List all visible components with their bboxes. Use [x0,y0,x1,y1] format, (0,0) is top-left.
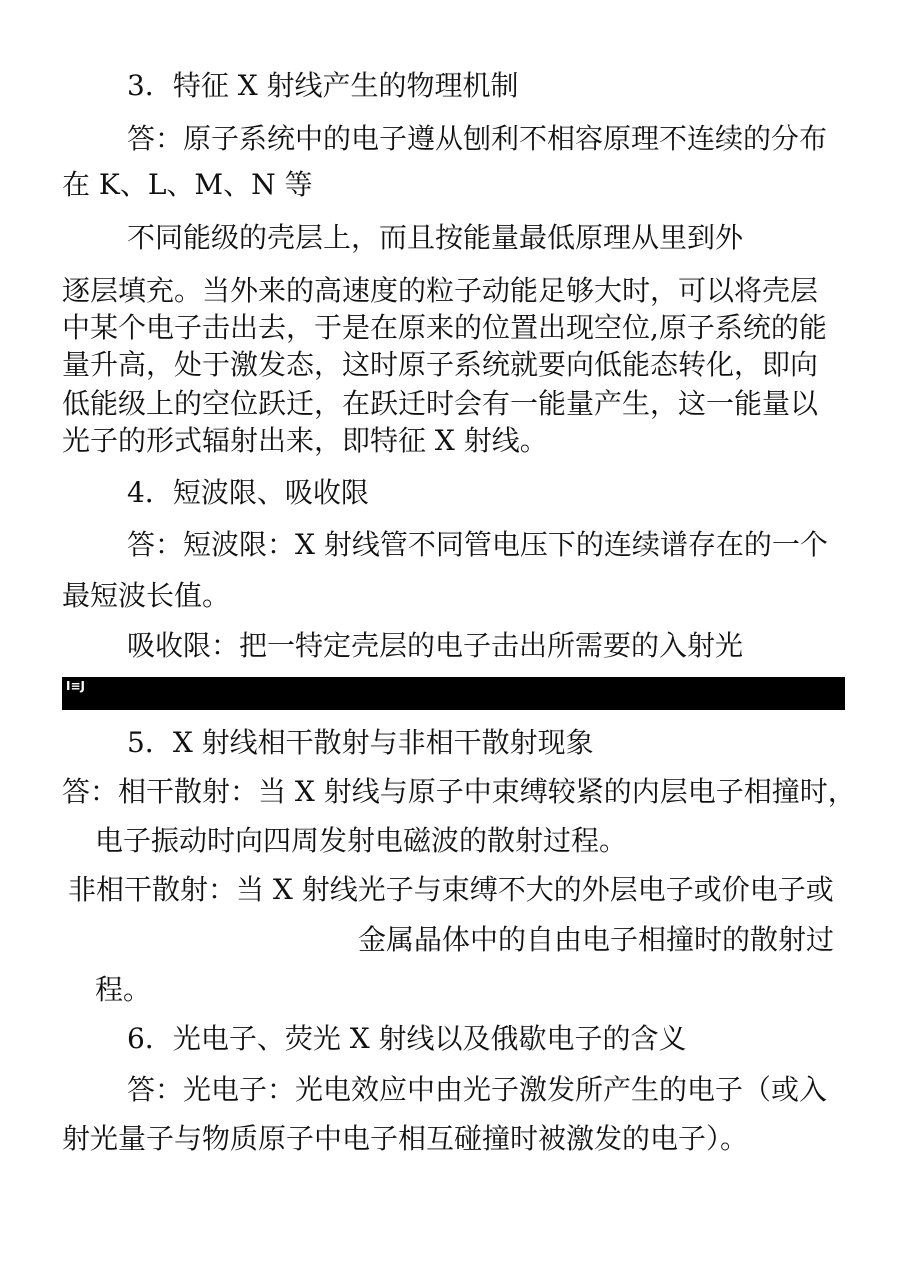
paragraph-line: 在 K、L、M、N 等 [62,168,313,201]
paragraph-line: 逐层填充。当外来的高速度的粒子动能足够大时，可以将壳层 [62,274,819,307]
paragraph-line: 最短波长值。 [62,579,231,612]
question-5-heading: 5．X 射线相干散射与非相干散射现象 [127,726,594,759]
paragraph-line: 答：光电子：光电效应中由光子激发所产生的电子（或入 [127,1073,828,1106]
paragraph-line: 光子的形式辐射出来，即特征 X 射线。 [62,424,548,457]
question-3-heading: 3．特征 X 射线产生的物理机制 [127,69,519,102]
paragraph-line: 电子振动时向四周发射电磁波的散射过程。 [95,824,628,857]
paragraph-line: 答：相干散射：当 X 射线与原子中束缚较紧的内层电子相撞时， [62,775,856,808]
paragraph-line: 金属晶体中的自由电子相撞时的散射过 [358,923,835,956]
paragraph-line: 量升高，处于激发态，这时原子系统就要向低能态转化，即向 [62,348,819,381]
question-4-heading: 4．短波限、吸收限 [127,476,369,509]
question-6-heading: 6．光电子、荧光 X 射线以及俄歇电子的含义 [127,1022,687,1055]
paragraph-line: 程。 [95,973,152,1006]
paragraph-line: 答：原子系统中的电子遵从刨利不相容原理不连续的分布 [127,122,828,155]
bar-label: I≡J [66,679,85,693]
paragraph-line: 非相干散射：当 X 射线光子与束缚不大的外层电子或价电子或 [68,873,834,906]
paragraph-line: 中某个电子击出去，于是在原来的位置出现空位,原子系统的能 [62,311,827,344]
paragraph-line: 低能级上的空位跃迁，在跃迁时会有一能量产生，这一能量以 [62,387,819,420]
redaction-bar [62,677,845,710]
paragraph-line: 吸收限：把一特定壳层的电子击出所需要的入射光 [127,629,744,662]
paragraph-line: 答：短波限：X 射线管不同管电压下的连续谱存在的一个 [127,528,828,561]
paragraph-line: 不同能级的壳层上，而且按能量最低原理从里到外 [127,221,744,254]
paragraph-line: 射光量子与物质原子中电子相互碰撞时被激发的电子）。 [62,1122,749,1155]
